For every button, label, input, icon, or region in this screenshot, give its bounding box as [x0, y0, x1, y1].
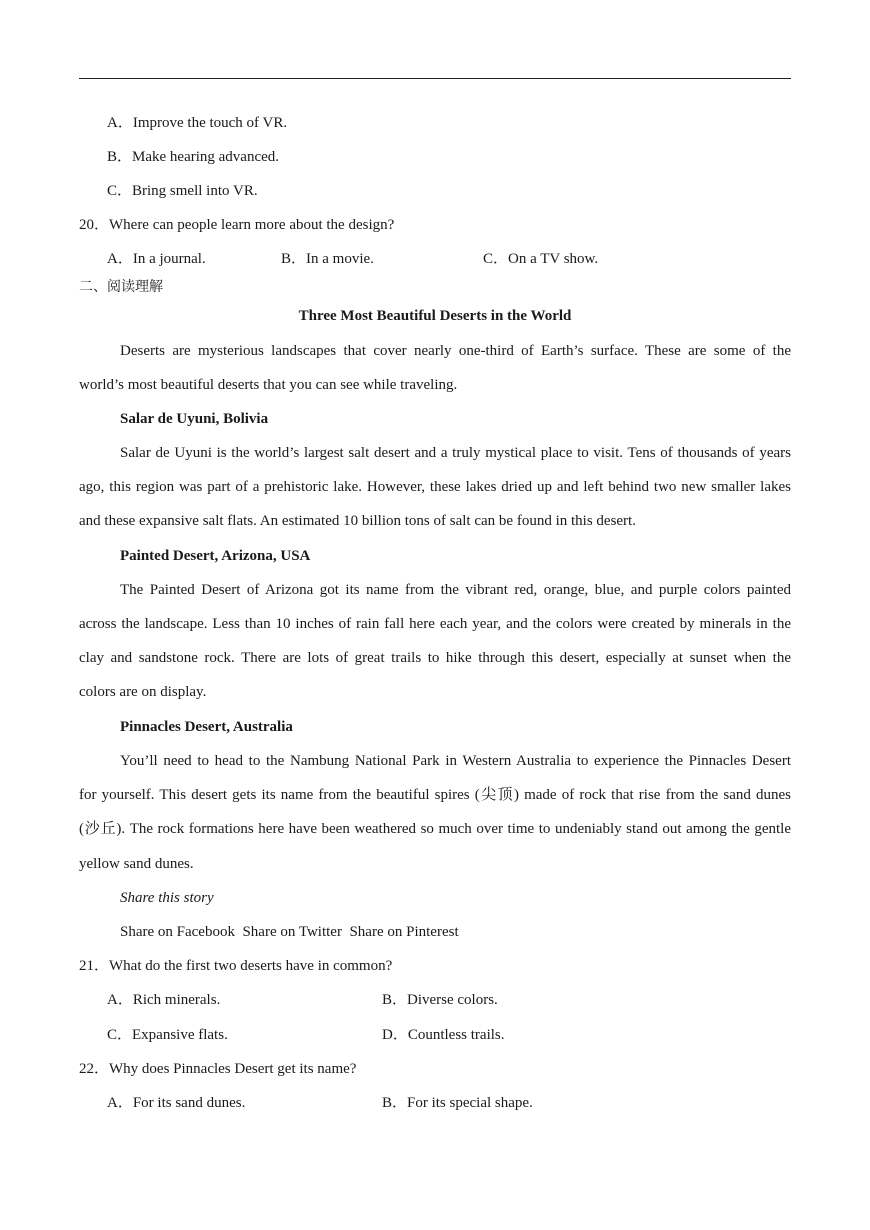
q21-option-b: B．Diverse colors.: [382, 992, 498, 1008]
share-facebook-link[interactable]: Share on Facebook: [120, 924, 235, 940]
q19-option-a: A．Improve the touch of VR.: [107, 115, 288, 131]
intro-line-1: Deserts are mysterious landscapes that cover nearly one-third of Earth’s surface. These are some of the: [120, 343, 791, 359]
q21-question: 21．What do the first two deserts have in common?: [79, 958, 393, 974]
share-twitter-link[interactable]: Share on Twitter: [242, 924, 342, 940]
desert2-line-3: clay and sandstone rock. There are lots of great trails to hike through this desert, especially at sunset when the: [79, 650, 791, 666]
q20-option-c: C．On a TV show.: [483, 251, 599, 267]
desert1-line-1: Salar de Uyuni is the world’s largest salt desert and a truly mystical place to visit. Tens of thousands of years: [120, 445, 791, 461]
desert2-heading: Painted Desert, Arizona, USA: [120, 548, 311, 564]
desert1-heading: Salar de Uyuni, Bolivia: [120, 411, 269, 427]
section-heading: 二、阅读理解: [79, 279, 163, 295]
desert3-line-4: yellow sand dunes.: [79, 856, 194, 872]
q22-question: 22．Why does Pinnacles Desert get its name?: [79, 1061, 357, 1077]
desert2-line-4: colors are on display.: [79, 684, 207, 700]
desert1-line-3: and these expansive salt flats. An estimated 10 billion tons of salt can be found in this desert.: [79, 513, 636, 529]
intro-line-2: world’s most beautiful deserts that you can see while traveling.: [79, 377, 458, 393]
q20-question: 20．Where can people learn more about the design?: [79, 217, 395, 233]
q22-option-a: A．For its sand dunes.: [107, 1095, 246, 1111]
q20-option-b: B．In a movie.: [281, 251, 374, 267]
desert2-line-1: The Painted Desert of Arizona got its name from the vibrant red, orange, blue, and purple colors painted: [120, 582, 791, 598]
desert3-heading: Pinnacles Desert, Australia: [120, 719, 293, 735]
share-pinterest-link[interactable]: Share on Pinterest: [349, 924, 459, 940]
desert1-line-2: ago, this region was part of a prehistoric lake. However, these lakes dried up and left behind two new smaller lakes: [79, 479, 791, 495]
share-label: Share this story: [120, 890, 214, 906]
header-rule: [79, 78, 791, 79]
q22-option-b: B．For its special shape.: [382, 1095, 533, 1111]
share-links: [120, 922, 459, 942]
q19-option-b: B．Make hearing advanced.: [107, 149, 280, 165]
desert3-line-3: (沙丘). The rock formations here have been weathered so much over time to undeniably stand out among the gentle: [79, 821, 791, 837]
q21-option-d: D．Countless trails.: [382, 1027, 505, 1043]
article-title: Three Most Beautiful Deserts in the World: [298, 308, 572, 324]
q20-option-a: A．In a journal.: [107, 251, 206, 267]
desert3-line-2: for yourself. This desert gets its name from the beautiful spires (尖顶) made of rock that rise from the sand dunes: [79, 787, 791, 803]
q19-option-c: C．Bring smell into VR.: [107, 183, 258, 199]
q21-option-a: A．Rich minerals.: [107, 992, 221, 1008]
desert3-line-1: You’ll need to head to the Nambung National Park in Western Australia to experience the Pinnacles Desert: [120, 753, 791, 769]
desert2-line-2: across the landscape. Less than 10 inches of rain fall here each year, and the colors were created by minerals in the: [79, 616, 791, 632]
q21-option-c: C．Expansive flats.: [107, 1027, 228, 1043]
